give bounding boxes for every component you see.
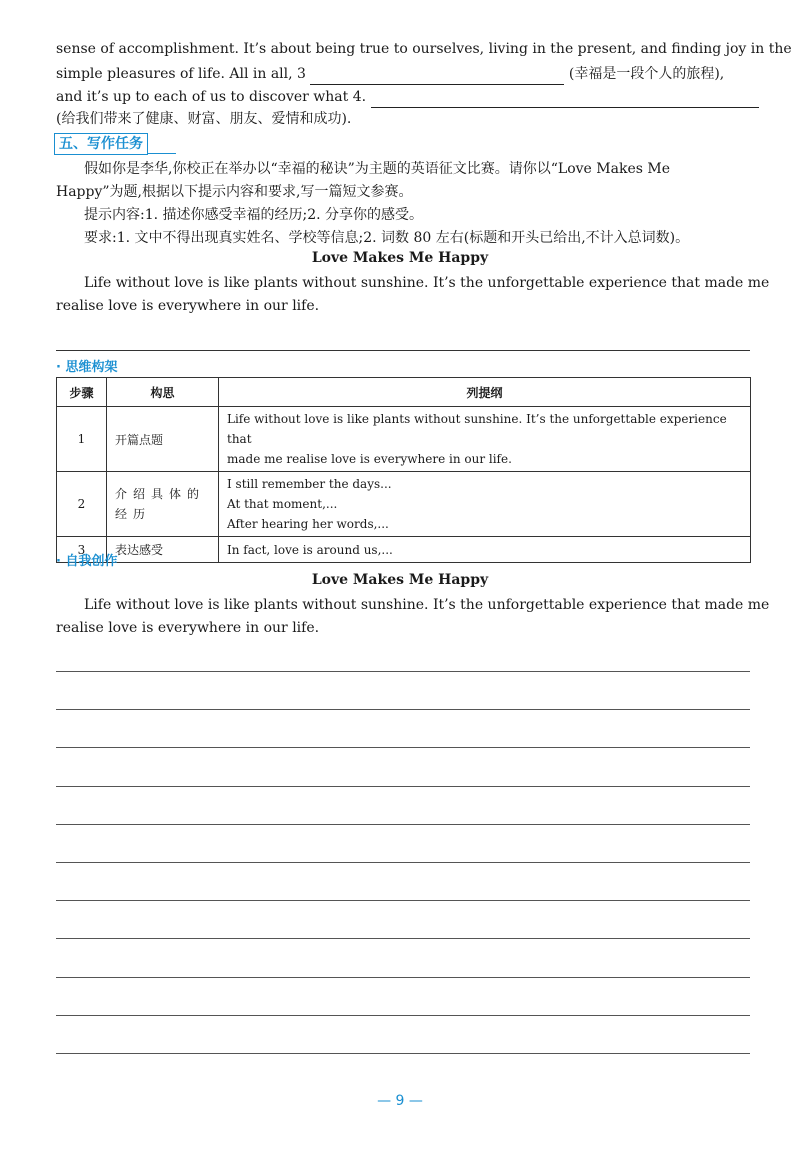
task-intro-line-1: 假如你是李华,你校正在举办以“幸福的秘诀”为主题的英语征文比赛。请你以“Love Makes Me	[84, 161, 670, 177]
row-step: 3	[57, 537, 107, 563]
table-row	[57, 537, 751, 563]
writing-line[interactable]	[56, 938, 750, 939]
essay-title-sample: Love Makes Me Happy	[311, 250, 489, 266]
outline-line: I still remember the days...	[227, 477, 392, 491]
writing-line[interactable]	[56, 824, 750, 825]
writing-line[interactable]	[56, 900, 750, 901]
outline-line: Life without love is like plants without sunshine. It’s the unforgettable experience that	[227, 412, 727, 446]
creation-opening-line-1: Life without love is like plants without sunshine. It’s the unforgettable experience that made me	[84, 597, 770, 613]
section-heading-underline	[148, 153, 176, 154]
writing-line[interactable]	[56, 1053, 750, 1054]
header-outline: 列提纲	[219, 378, 751, 407]
writing-line[interactable]	[56, 786, 750, 787]
writing-line[interactable]	[56, 671, 750, 672]
task-intro-line-2: Happy”为题,根据以下提示内容和要求,写一篇短文参赛。	[56, 184, 413, 200]
section-number: 五、	[59, 136, 87, 152]
answer-blank-3[interactable]	[310, 68, 564, 85]
outline-line: At that moment,...	[227, 497, 338, 511]
page-number: — 9 —	[377, 1093, 423, 1109]
passage-line-2	[56, 63, 750, 85]
row-outline	[219, 472, 751, 537]
passage-line-4: (给我们带来了健康、财富、朋友、爱情和成功).	[56, 111, 352, 127]
essay-title-creation: Love Makes Me Happy	[311, 572, 489, 588]
row-idea: 开篇点题	[107, 407, 219, 472]
table-row	[57, 472, 751, 537]
header-step: 步骤	[57, 378, 107, 407]
row-idea: 介绍具体的经历	[107, 472, 219, 537]
section-heading-box	[54, 133, 148, 155]
outline-line: In fact, love is around us,...	[227, 542, 393, 557]
header-idea: 构思	[107, 378, 219, 407]
passage-line-2-text: simple pleasures of life. All in all, 3	[56, 66, 306, 82]
row-step: 2	[57, 472, 107, 537]
task-requirements: 要求:1. 文中不得出现真实姓名、学校等信息;2. 词数 80 左右(标题和开头已给出,不计入总词数)。	[84, 230, 690, 246]
essay-opening-line-2: realise love is everywhere in our life.	[56, 298, 320, 314]
row-step: 1	[57, 407, 107, 472]
writing-line[interactable]	[56, 977, 750, 978]
essay-opening-line-1: Life without love is like plants without sunshine. It’s the unforgettable experience that made me	[84, 275, 770, 291]
passage-line-2-hint: (幸福是一段个人的旅程),	[568, 66, 725, 82]
row-outline	[219, 537, 751, 563]
framework-label: · 思维构架	[56, 360, 118, 375]
divider-rule	[56, 350, 750, 351]
creation-opening-line-2: realise love is everywhere in our life.	[56, 620, 320, 636]
passage-line-3	[56, 86, 750, 108]
writing-line[interactable]	[56, 709, 750, 710]
outline-line: After hearing her words,...	[227, 517, 389, 531]
outline-line: made me realise love is everywhere in our life.	[227, 452, 512, 466]
writing-line[interactable]	[56, 862, 750, 863]
framework-table	[56, 377, 751, 563]
table-row	[57, 407, 751, 472]
row-idea: 表达感受	[107, 537, 219, 563]
passage-line-1: sense of accomplishment. It’s about being true to ourselves, living in the present, and finding joy in the	[56, 41, 792, 57]
row-outline	[219, 407, 751, 472]
creation-label: · 自我创作	[56, 554, 118, 569]
passage-line-3-text: and it’s up to each of us to discover what 4.	[56, 89, 367, 105]
table-header-row	[57, 378, 751, 407]
writing-line[interactable]	[56, 747, 750, 748]
section-title: 写作任务	[87, 136, 143, 152]
answer-blank-4[interactable]	[371, 91, 759, 108]
task-hints: 提示内容:1. 描述你感受幸福的经历;2. 分享你的感受。	[84, 207, 424, 223]
section-heading	[54, 133, 176, 155]
writing-line[interactable]	[56, 1015, 750, 1016]
